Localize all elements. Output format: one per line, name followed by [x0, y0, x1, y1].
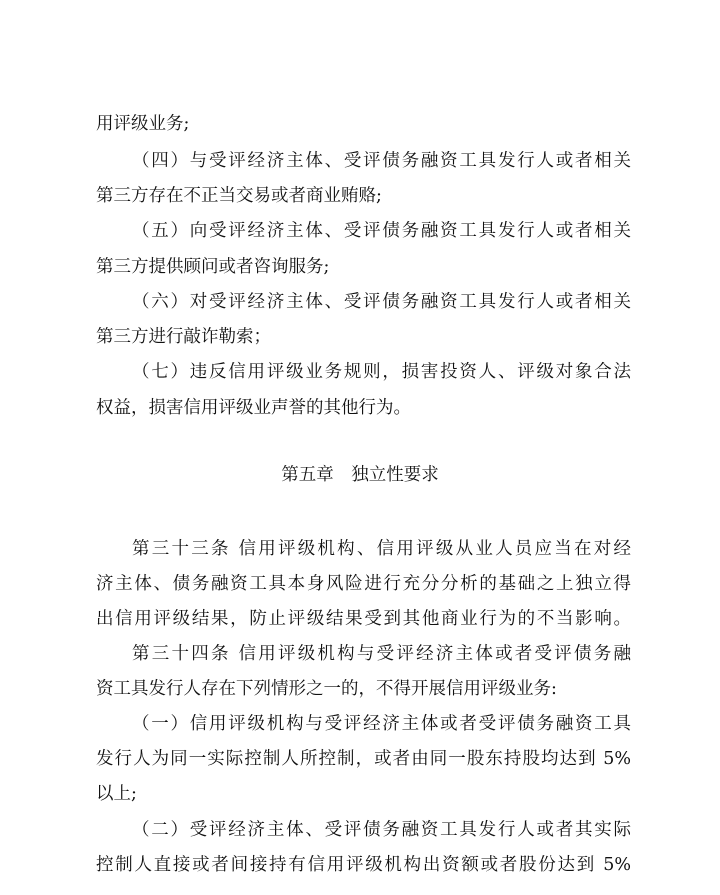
text-line: （二）受评经济主体、受评债务融资工具发行人或者其实际 — [132, 820, 631, 840]
text-line: 资工具发行人存在下列情形之一的，不得开展信用评级业务: — [96, 679, 557, 699]
text-line: （五）向受评经济主体、受评债务融资工具发行人或者相关 — [132, 221, 631, 241]
text-line: 济主体、债务融资工具本身风险进行充分分析的基础之上独立得 — [96, 574, 631, 594]
text-line: （六）对受评经济主体、受评债务融资工具发行人或者相关 — [132, 292, 631, 312]
text-line: 权益，损害信用评级业声誉的其他行为。 — [96, 398, 411, 418]
text-line: 用评级业务; — [96, 114, 190, 134]
text-line: 第三方提供顾问或者咨询服务; — [96, 257, 330, 277]
text-line: 第三方进行敲诈勒索； — [96, 327, 271, 347]
text-line: 出信用评级结果，防止评级结果受到其他商业行为的不当影响。 — [96, 609, 631, 629]
text-line: （四）与受评经济主体、受评债务融资工具发行人或者相关 — [132, 151, 631, 171]
article-33-line: 第三十三条 信用评级机构、信用评级从业人员应当在对经 — [132, 539, 631, 559]
text-line: 第三方存在不正当交易或者商业贿赂; — [96, 186, 382, 206]
chapter-heading: 第五章 独立性要求 — [281, 465, 439, 485]
text-line: 以上; — [96, 784, 137, 804]
text-line: 发行人为同一实际控制人所控制，或者由同一股东持股均达到 5% — [96, 749, 631, 769]
text-line: 控制人直接或者间接持有信用评级机构出资额或者股份达到 5% — [96, 855, 631, 875]
text-line: （七）违反信用评级业务规则，损害投资人、评级对象合法 — [132, 362, 631, 382]
text-line: （一）信用评级机构与受评经济主体或者受评债务融资工具 — [132, 714, 631, 734]
article-34-line: 第三十四条 信用评级机构与受评经济主体或者受评债务融 — [132, 644, 631, 664]
